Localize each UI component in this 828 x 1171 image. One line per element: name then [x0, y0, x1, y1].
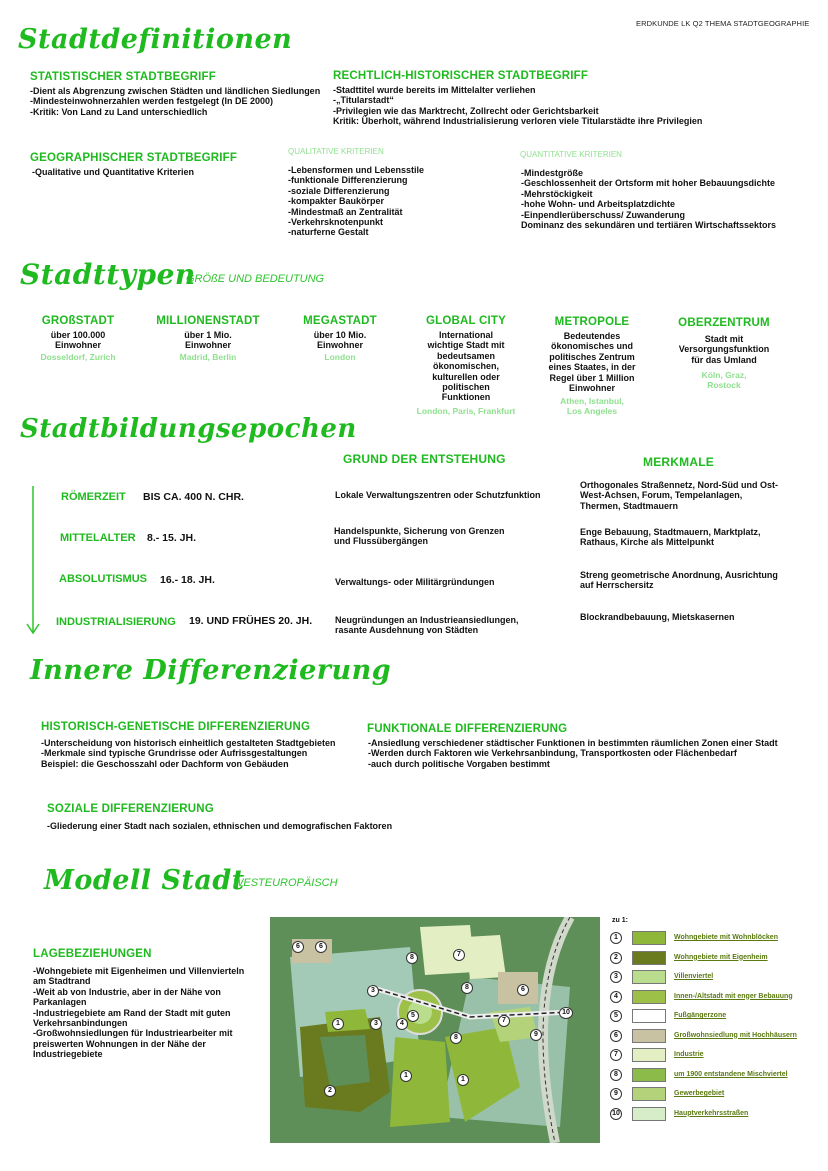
section-title-innere: Innere Differenzierung [30, 655, 392, 686]
legend-number: 2 [610, 952, 622, 964]
funktional-text [368, 738, 778, 769]
epoch-grund [335, 615, 519, 636]
map-marker-7: 7 [453, 949, 465, 961]
epoch-name-roemerzeit: RÖMERZEIT [61, 491, 126, 503]
stadttyp-example-line: Dosseldorf, Zurich [40, 351, 116, 362]
legend-number: 4 [610, 991, 622, 1003]
statistisch-text [30, 86, 320, 117]
legend-row [610, 1009, 800, 1025]
rechtlich-line: -„Titularstadt“ [333, 95, 394, 106]
epoch-grund-line: Handelspunkte, Sicherung von Grenzen [334, 526, 505, 536]
quantitativ-heading: QUANTITATIVE KRITERIEN [520, 150, 622, 159]
map-marker-6: 6 [315, 941, 327, 953]
legend-swatch [632, 931, 666, 945]
rechtlich-line: -Privilegien wie das Marktrecht, Zollrecht oder Gerichtsbarkeit [333, 105, 599, 116]
map-marker-5: 5 [407, 1010, 419, 1022]
timeline-arrow-icon [24, 486, 42, 638]
stadttyp-grossstadt [22, 315, 134, 362]
stadttyp-desc [152, 330, 264, 351]
stadttyp-desc-line: International [438, 330, 493, 340]
epoch-merkmale-line: Thermen, Stadtmauern [580, 500, 679, 511]
legend-row [610, 1068, 800, 1084]
legend-row [610, 1029, 800, 1045]
stadttyp-desc-line: über 1 Mio. [184, 330, 232, 340]
map-marker-8: 8 [461, 982, 473, 994]
epoch-merkmale-line: Rathaus, Kirche als Mittelpunkt [580, 537, 715, 548]
section-title-stadttypen: Stadttypen [20, 258, 196, 291]
stadttyp-name: OBERZENTRUM [678, 317, 770, 329]
legend-swatch [632, 951, 666, 965]
epoch-grund-line: rasante Ausdehnung von Städten [335, 625, 479, 636]
stadttyp-desc [536, 331, 648, 393]
qualitativ-line: -naturferne Gestalt [288, 227, 369, 238]
stadttyp-examples [284, 352, 396, 362]
rechtlich-text [333, 85, 702, 127]
geographisch-text [32, 167, 194, 177]
modell-subtitle: WESTEUROPÄISCH [233, 877, 338, 889]
legend-swatch [632, 1048, 666, 1062]
legend-swatch [632, 1029, 666, 1043]
funktional-line: -Ansiedlung verschiedener städtischer Funktionen in bestimmten räumlichen Zonen einer Stadt [368, 738, 778, 748]
stadttyp-desc-line: politisches Zentrum [549, 351, 635, 362]
stadttyp-desc-line: Versorgungsfunktion [678, 344, 770, 355]
legend-swatch [632, 1068, 666, 1082]
epochen-col-merkmale: MERKMALE [643, 455, 714, 469]
stadttyp-desc-line: Einwohner [316, 340, 363, 351]
epoch-name-industrialisierung: INDUSTRIALISIERUNG [56, 616, 176, 628]
quantitativ-line: -Mindestgröße [521, 168, 583, 178]
historisch-line: -Unterscheidung von historisch einheitlich gestalteten Stadtgebieten [41, 738, 336, 748]
map-marker-4: 4 [396, 1018, 408, 1030]
stadttyp-examples [152, 352, 264, 362]
qualitativ-line: -soziale Differenzierung [288, 185, 390, 196]
header-topic: ERDKUNDE LK Q2 THEMA STADTGEOGRAPHIE [636, 19, 810, 28]
legend-label: Wohngebiete mit Wohnblöcken [674, 934, 778, 941]
historisch-text [41, 738, 336, 769]
stadttyp-examples [536, 396, 648, 416]
funktional-heading: FUNKTIONALE DIFFERENZIERUNG [367, 723, 568, 735]
stadttyp-example-line: London [324, 351, 356, 362]
legend-label: Villenviertel [674, 973, 714, 980]
stadttyp-examples [668, 370, 780, 390]
lage-line: Industriegebiete [33, 1049, 103, 1060]
map-marker-10: 10 [559, 1007, 573, 1019]
quantitativ-text [521, 168, 776, 230]
sozial-heading: SOZIALE DIFFERENZIERUNG [47, 803, 214, 815]
quantitativ-line: -Einpendlerüberschuss/ Zuwanderung [521, 209, 686, 220]
epoch-merkmale-line: auf Herrschersitz [580, 580, 654, 591]
stadttyp-desc-line: eines Staates, in der [548, 362, 636, 373]
stadttyp-desc [284, 330, 396, 351]
epoch-date: 8.- 15. JH. [147, 532, 197, 544]
legend-number: 8 [610, 1069, 622, 1081]
stadttyp-metropole [536, 316, 648, 416]
sozial-line: -Gliederung einer Stadt nach sozialen, ethnischen und demografischen Faktoren [47, 821, 393, 831]
stadttyp-desc [406, 330, 526, 403]
qualitativ-text [288, 165, 424, 238]
stadttyp-examples [406, 406, 526, 416]
stadttyp-desc [668, 334, 780, 365]
legend-number: 1 [610, 932, 622, 944]
stadttyp-name: MEGASTADT [303, 315, 377, 327]
epoch-merkmale [580, 612, 735, 622]
legend-label: Gewerbegebiet [674, 1090, 725, 1097]
legend-row [610, 1107, 800, 1123]
legend-swatch [632, 970, 666, 984]
legend-label: Großwohnsiedlung mit Hochhäusern [674, 1031, 797, 1039]
epoch-grund [334, 526, 505, 547]
geographisch-heading: GEOGRAPHISCHER STADTBEGRIFF [30, 152, 238, 164]
legend-label: Innen-/Altstadt mit enger Bebauung [674, 992, 793, 1000]
epoch-date: 16.- 18. JH. [160, 574, 215, 586]
legend-row [610, 1048, 800, 1064]
legend-number: 6 [610, 1030, 622, 1042]
stadttyp-example-line: Rostock [707, 380, 741, 391]
stadttyp-desc-line: politischen [442, 382, 490, 393]
legend-row [610, 990, 800, 1006]
legend-number: 9 [610, 1088, 622, 1100]
stadttyp-desc-line: Stadt mit [704, 334, 744, 344]
legend-swatch [632, 1009, 666, 1023]
lage-text [33, 966, 244, 1060]
stadttyp-desc-line: Einwohner [184, 340, 231, 351]
funktional-line: -Werden durch Faktoren wie Verkehrsanbindung, Transportkosten oder Flächenbedarf [368, 748, 737, 759]
epoch-name-mittelalter: MITTELALTER [60, 532, 136, 544]
funktional-line: -auch durch politische Vorgaben bestimmt [368, 758, 550, 769]
legend-label: Industrie [674, 1051, 704, 1058]
lage-line: -Großwohnsiedlungen für Industriearbeiter mit [33, 1028, 233, 1039]
epoch-date: 19. UND FRÜHES 20. JH. [189, 615, 313, 627]
stadttyp-desc-line: Regel über 1 Million [549, 372, 635, 383]
epoch-merkmale-line: West-Achsen, Forum, Tempelanlagen, [580, 490, 743, 501]
legend-row [610, 970, 800, 986]
map-marker-1: 1 [457, 1074, 469, 1086]
quantitativ-line: -Mehrstöckigkeit [521, 188, 593, 199]
statistisch-line: -Kritik: Von Land zu Land unterschiedlich [30, 106, 208, 117]
stadttyp-desc-line: Einwohner [54, 340, 101, 351]
stadttyp-desc-line: kulturellen oder [432, 371, 500, 382]
stadttyp-example-line: Athen, Istanbul, [560, 396, 624, 407]
stadttyp-example-line: Los Angeles [566, 406, 618, 417]
epoch-merkmale [580, 570, 778, 591]
historisch-line: Beispiel: die Geschosszahl oder Dachform von Gebäuden [41, 758, 289, 769]
stadttyp-megastadt [284, 315, 396, 362]
epochen-col-grund: GRUND DER ENTSTEHUNG [343, 452, 506, 466]
map-marker-8: 8 [406, 952, 418, 964]
map-marker-8: 8 [450, 1032, 462, 1044]
stadttyp-example-line: London, Paris, Frankfurt [416, 405, 516, 416]
lage-line: Parkanlagen [33, 997, 87, 1008]
epoch-name-absolutismus: ABSOLUTISMUS [59, 573, 147, 585]
legend-swatch [632, 990, 666, 1004]
map-marker-7: 7 [498, 1015, 510, 1027]
legend-title: zu 1: [612, 917, 628, 924]
qualitativ-line: -Verkehrsknotenpunkt [288, 217, 384, 228]
qualitativ-line: -Lebensformen und Lebensstile [288, 165, 425, 175]
stadttyp-name: GROßSTADT [41, 315, 115, 327]
legend-label: Hauptverkehrsstraßen [674, 1109, 749, 1117]
stadttyp-desc-line: über 10 Mio. [313, 330, 367, 340]
legend-swatch [632, 1087, 666, 1101]
rechtlich-line: -Stadttitel wurde bereits im Mittelalter verliehen [333, 85, 536, 95]
geographisch-line: -Qualitative und Quantitative Kriterien [32, 167, 195, 177]
stadttyp-desc-line: Funktionen [441, 392, 491, 403]
lage-line: -Wohngebiete mit Eigenheimen und Villenvierteln [33, 966, 245, 976]
stadttypen-subtitle: GRÖßE UND BEDEUTUNG [186, 273, 325, 285]
epoch-merkmale [580, 527, 761, 548]
legend-row [610, 1087, 800, 1103]
qualitativ-line: -funktionale Differenzierung [288, 175, 408, 186]
epoch-date: BIS CA. 400 N. CHR. [143, 491, 244, 503]
stadttyp-name: GLOBAL CITY [426, 315, 506, 327]
stadttyp-name: METROPOLE [554, 316, 630, 328]
epoch-grund-line: und Flussübergängen [334, 536, 429, 547]
city-model-legend [610, 917, 800, 1143]
stadttyp-example-line: Madrid, Berlin [179, 351, 237, 362]
epoch-merkmale-line: Orthogonales Straßennetz, Nord-Süd und Ost- [580, 480, 778, 490]
stadttyp-oberzentrum [668, 317, 780, 390]
map-marker-1: 1 [400, 1070, 412, 1082]
stadttyp-desc-line: Einwohner [568, 383, 615, 394]
map-marker-6: 6 [517, 984, 529, 996]
stadttyp-millionenstadt [152, 315, 264, 362]
section-title-epochen: Stadtbildungsepochen [20, 414, 357, 444]
qualitativ-line: -kompakter Baukörper [288, 196, 385, 207]
rechtlich-line: Kritik: Überholt, während Industrialisierung verloren viele Titularstädte ihre Privilegien [333, 116, 703, 127]
epoch-merkmale-line: Streng geometrische Anordnung, Ausrichtung [580, 570, 778, 580]
city-model-illustration [270, 917, 600, 1143]
section-title-modell: Modell Stadt [44, 865, 245, 896]
map-marker-2: 2 [324, 1085, 336, 1097]
epoch-merkmale [580, 480, 778, 511]
stadttyp-desc-line: wichtige Stadt mit [427, 340, 505, 351]
stadttyp-name: MILLIONENSTADT [156, 315, 260, 327]
legend-number: 10 [610, 1108, 622, 1120]
qualitativ-line: -Mindestmaß an Zentralität [288, 206, 403, 217]
map-marker-3: 3 [370, 1018, 382, 1030]
epoch-merkmale-line: Blockrandbebauung, Mietskasernen [580, 612, 735, 622]
lage-line: am Stadtrand [33, 976, 91, 987]
epoch-grund-line: Lokale Verwaltungszentren oder Schutzfunktion [335, 490, 541, 500]
statistisch-line: -Dient als Abgrenzung zwischen Städten und ländlichen Siedlungen [30, 86, 321, 96]
legend-row [610, 931, 800, 947]
quantitativ-line: Dominanz des sekundären und tertiären Wirtschaftssektors [521, 220, 776, 231]
quantitativ-line: -Geschlossenheit der Ortsform mit hoher Bebauungsdichte [521, 178, 776, 189]
qualitativ-heading: QUALITATIVE KRITERIEN [288, 147, 384, 156]
lage-line: preiswerten Wohnungen in der Nähe der [33, 1038, 206, 1049]
map-marker-3: 3 [367, 985, 379, 997]
stadttyp-global-city [406, 315, 526, 416]
map-marker-6: 6 [292, 941, 304, 953]
legend-number: 3 [610, 971, 622, 983]
stadttyp-desc-line: ökonomischen, [432, 361, 499, 372]
epoch-merkmale-line: Enge Bebauung, Stadtmauern, Marktplatz, [580, 527, 761, 537]
statistisch-heading: STATISTISCHER STADTBEGRIFF [30, 71, 216, 83]
legend-label: Fußgängerzone [674, 1012, 727, 1019]
legend-number: 7 [610, 1049, 622, 1061]
lage-line: -Weit ab von Industrie, aber in der Nähe von [33, 986, 221, 997]
stadttyp-desc-line: bedeutsamen [436, 350, 496, 361]
epoch-grund-line: Verwaltungs- oder Militärgründungen [335, 577, 495, 587]
legend-swatch [632, 1107, 666, 1121]
epoch-grund [335, 490, 541, 500]
epoch-grund [335, 577, 495, 587]
lage-line: -Industriegebiete am Rand der Stadt mit guten [33, 1007, 231, 1018]
stadttyp-desc-line: über 100.000 [50, 330, 106, 340]
legend-row [610, 951, 800, 967]
section-title-stadtdefinitionen: Stadtdefinitionen [18, 24, 293, 55]
legend-label: um 1900 entstandene Mischviertel [674, 1070, 788, 1078]
legend-number: 5 [610, 1010, 622, 1022]
statistisch-line: -Mindesteinwohnerzahlen werden festgelegt (In DE 2000) [30, 96, 274, 107]
stadttyp-desc-line: ökonomisches und [550, 341, 633, 352]
stadttyp-desc-line: für das Umland [691, 354, 757, 365]
quantitativ-line: -hohe Wohn- und Arbeitsplatzdichte [521, 199, 675, 210]
stadttyp-examples [22, 352, 134, 362]
epoch-grund-line: Neugründungen an Industrieansiedlungen, [335, 615, 519, 625]
map-marker-1: 1 [332, 1018, 344, 1030]
stadttyp-desc-line: Bedeutendes [563, 331, 621, 341]
historisch-heading: HISTORISCH-GENETISCHE DIFFERENZIERUNG [41, 721, 311, 733]
stadttyp-desc [22, 330, 134, 351]
map-marker-9: 9 [530, 1029, 542, 1041]
lage-line: Verkehrsanbindungen [33, 1018, 128, 1029]
stadttyp-example-line: Köln, Graz, [701, 370, 747, 381]
legend-label: Wohngebiete mit Eigenheim [674, 953, 768, 961]
lage-heading: LAGEBEZIEHUNGEN [33, 948, 152, 960]
sozial-text [47, 821, 392, 831]
historisch-line: -Merkmale sind typische Grundrisse oder Aufrissgestaltungen [41, 748, 308, 759]
rechtlich-heading: RECHTLICH-HISTORISCHER STADTBEGRIFF [333, 70, 589, 82]
